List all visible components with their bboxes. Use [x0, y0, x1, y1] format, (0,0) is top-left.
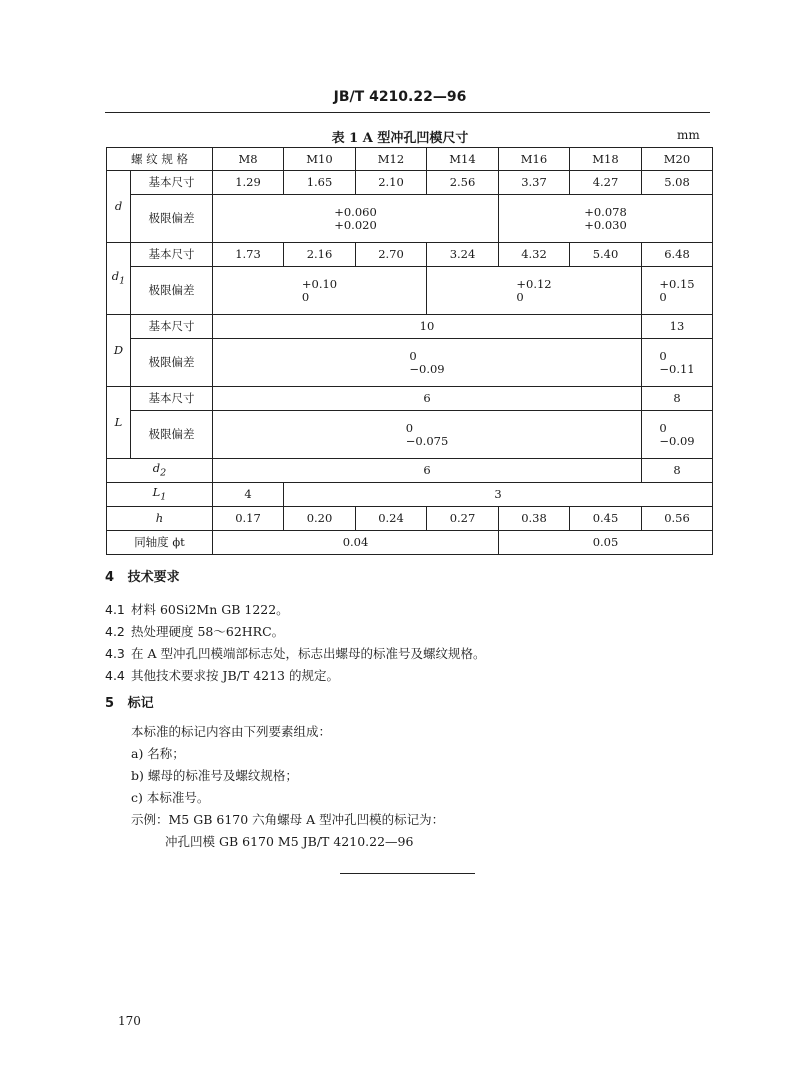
D-basic-b: 13 — [642, 315, 713, 339]
tol-upper: 0 — [659, 420, 667, 435]
table-row — [107, 387, 713, 411]
tol-lower: −0.11 — [659, 361, 695, 376]
basic-size-label: 基本尺寸 — [131, 171, 213, 195]
size-m18: M18 — [570, 148, 642, 171]
d2-value-b: 8 — [642, 459, 713, 483]
table-unit: mm — [677, 128, 700, 142]
example-mark: 冲孔凹模 GB 6170 M5 JB/T 4210.22—96 — [165, 834, 414, 849]
table-row — [107, 483, 713, 507]
row-label-L1: $L_1$ — [107, 483, 213, 507]
section-5-heading: 5 标记 — [105, 696, 154, 711]
tol-upper: +0.12 — [516, 276, 552, 291]
size-m8: M8 — [213, 148, 284, 171]
d1-basic: 1.73 — [213, 243, 284, 267]
list-item: c) 本标准号。 — [131, 790, 210, 805]
section-4-heading: 4 技术要求 — [105, 570, 180, 585]
table-row — [107, 507, 713, 531]
L1-value-b: 3 — [284, 483, 713, 507]
d1-basic: 2.16 — [284, 243, 356, 267]
basic-size-label: 基本尺寸 — [131, 387, 213, 411]
section-5-intro: 本标准的标记内容由下列要素组成： — [131, 724, 332, 739]
tol-lower: 0 — [516, 289, 524, 304]
d-basic: 5.08 — [642, 171, 713, 195]
tol-upper: 0 — [409, 348, 417, 363]
table-caption: 表 1 A 型冲孔凹模尺寸 — [331, 131, 469, 146]
page-number: 170 — [118, 1014, 141, 1028]
row-label-d1: $d_1$ — [107, 243, 131, 315]
table-header-row — [107, 148, 713, 171]
table-row — [107, 171, 713, 195]
header-rule — [105, 112, 710, 113]
tol-upper: +0.15 — [659, 276, 695, 291]
d-basic: 2.10 — [356, 171, 427, 195]
table-row — [107, 339, 713, 387]
table-row — [107, 195, 713, 243]
example-text: 示例：M5 GB 6170 六角螺母 A 型冲孔凹模的标记为： — [131, 812, 445, 827]
coaxiality-value-b: 0.05 — [499, 531, 713, 555]
size-m12: M12 — [356, 148, 427, 171]
tolerance-label: 极限偏差 — [131, 339, 213, 387]
tol-upper: +0.060 — [334, 204, 377, 219]
L1-value-a: 4 — [213, 483, 284, 507]
end-rule — [340, 873, 475, 874]
L-basic-a: 6 — [213, 387, 642, 411]
basic-size-label: 基本尺寸 — [131, 315, 213, 339]
h-value: 0.20 — [284, 507, 356, 531]
list-item: 4.4 其他技术要求按 JB/T 4213 的规定。 — [105, 668, 339, 683]
d1-basic: 2.70 — [356, 243, 427, 267]
D-tolerance-b — [642, 339, 713, 387]
list-item: 4.3 在 A 型冲孔凹模端部标志处，标志出螺母的标准号及螺纹规格。 — [105, 646, 486, 661]
d-basic: 2.56 — [427, 171, 499, 195]
dimension-table — [106, 147, 713, 555]
size-m10: M10 — [284, 148, 356, 171]
d1-basic: 5.40 — [570, 243, 642, 267]
list-item: b) 螺母的标准号及螺纹规格； — [131, 768, 298, 783]
table-row — [107, 459, 713, 483]
table-row — [107, 315, 713, 339]
table-row — [107, 411, 713, 459]
tol-lower: 0 — [301, 289, 310, 304]
row-label-D: D — [107, 315, 131, 387]
d1-tolerance-c — [642, 267, 713, 315]
d-basic: 1.29 — [213, 171, 284, 195]
basic-size-label: 基本尺寸 — [131, 243, 213, 267]
tolerance-label: 极限偏差 — [131, 195, 213, 243]
table-row — [107, 531, 713, 555]
size-m20: M20 — [642, 148, 713, 171]
list-item: 4.2 热处理硬度 58～62HRC。 — [105, 624, 285, 639]
h-value: 0.45 — [570, 507, 642, 531]
h-value: 0.27 — [427, 507, 499, 531]
h-value: 0.56 — [642, 507, 713, 531]
tol-upper: 0 — [405, 420, 414, 435]
tol-lower: 0 — [659, 289, 667, 304]
row-label-d: d — [107, 171, 131, 243]
L-basic-b: 8 — [642, 387, 713, 411]
tol-lower: −0.075 — [405, 433, 449, 448]
coaxiality-value-a: 0.04 — [213, 531, 499, 555]
L-tolerance-a — [213, 411, 642, 459]
tol-lower: −0.09 — [659, 433, 695, 448]
h-value: 0.17 — [213, 507, 284, 531]
head-label: 螺 纹 规 格 — [107, 148, 213, 171]
d-tolerance-a — [213, 195, 499, 243]
row-label-h: h — [107, 507, 213, 531]
d-basic: 3.37 — [499, 171, 570, 195]
d1-basic: 4.32 — [499, 243, 570, 267]
d2-value-a: 6 — [213, 459, 642, 483]
row-label-L: L — [107, 387, 131, 459]
standard-number: JB/T 4210.22—96 — [333, 89, 467, 105]
tol-upper: +0.10 — [301, 276, 338, 291]
D-basic-a: 10 — [213, 315, 642, 339]
list-item: a) 名称； — [131, 746, 185, 761]
d1-tolerance-b — [427, 267, 642, 315]
d1-basic: 6.48 — [642, 243, 713, 267]
d-basic: 4.27 — [570, 171, 642, 195]
d1-basic: 3.24 — [427, 243, 499, 267]
size-m16: M16 — [499, 148, 570, 171]
tolerance-label: 极限偏差 — [131, 267, 213, 315]
list-item: 4.1 材料 60Si2Mn GB 1222。 — [105, 602, 289, 617]
h-value: 0.38 — [499, 507, 570, 531]
d-basic: 1.65 — [284, 171, 356, 195]
tol-upper: 0 — [659, 348, 667, 363]
L-tolerance-b — [642, 411, 713, 459]
tolerance-label: 极限偏差 — [131, 411, 213, 459]
d1-tolerance-a — [213, 267, 427, 315]
table-row — [107, 243, 713, 267]
D-tolerance-a — [213, 339, 642, 387]
tol-lower: +0.020 — [334, 217, 377, 232]
tol-lower: +0.030 — [584, 217, 627, 232]
h-value: 0.24 — [356, 507, 427, 531]
table-row — [107, 267, 713, 315]
row-label-d2: $d_2$ — [107, 459, 213, 483]
tol-lower: −0.09 — [409, 361, 445, 376]
size-m14: M14 — [427, 148, 499, 171]
row-label-coaxiality: 同轴度 ϕt — [107, 531, 213, 555]
d-tolerance-b — [499, 195, 713, 243]
tol-upper: +0.078 — [584, 204, 627, 219]
